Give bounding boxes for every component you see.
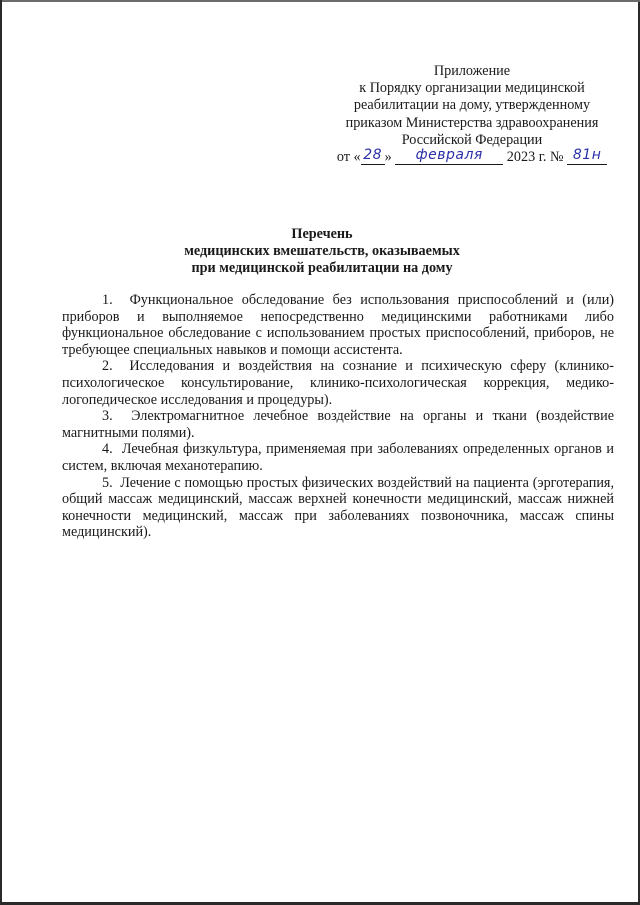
handwritten-month: февраля: [415, 147, 483, 164]
title-line-2: медицинских вмешательств, оказываемых: [184, 243, 460, 259]
document-title: [2, 226, 640, 277]
top-edge-line: [2, 0, 640, 2]
appendix-line: реабилитации на дому, утвержденному: [353, 97, 591, 114]
title-line-1: Перечень: [291, 226, 353, 242]
item-text: Функциональное обследование без использования приспособлений и (или) приборов и выполняемое непосредственно медицинскими работниками либо функциональное обследование с использованием простых приспособлений, приборов, не требующее специальных навыков и помощи ассистента.: [62, 292, 615, 358]
appendix-header: [322, 63, 622, 166]
item-text: Лечебная физкультура, применяемая при заболеваниях определенных органов и систем, включая механотерапию.: [62, 441, 615, 474]
handwritten-day: 28: [363, 147, 383, 164]
appendix-line: Приложение: [433, 63, 511, 79]
item-text: Исследования и воздействия на сознание и психическую сферу (клинико-психологическое консультирование, клинико-психологическая коррекция, медико-логопедическое исследования и процедуры).: [62, 358, 614, 408]
month-blank: [395, 149, 503, 165]
item-number: 1.: [102, 292, 113, 308]
day-blank: [361, 149, 385, 165]
item-number: 2.: [102, 358, 113, 375]
list-item: [62, 441, 614, 474]
item-number: 5.: [102, 474, 113, 491]
item-number: 3.: [102, 408, 113, 425]
interventions-list: [62, 292, 614, 541]
appendix-line: к Порядку организации медицинской: [359, 80, 585, 97]
item-number: 4.: [102, 441, 113, 458]
appendix-line: приказом Министерства здравоохранения: [345, 114, 599, 131]
year-text: 2023 г. №: [506, 149, 564, 166]
number-blank: [567, 149, 607, 165]
handwritten-order-number: 81н: [572, 147, 602, 164]
list-item: [62, 292, 614, 358]
order-date-line: [322, 149, 622, 166]
quote-close: »: [384, 149, 392, 166]
appendix-line: Российской Федерации: [401, 131, 543, 148]
list-item: [62, 475, 614, 541]
item-text: Лечение с помощью простых физических воздействий на пациента (эрготерапия, общий массаж медицинский, массаж верхней конечности медицинский, массаж нижней конечности медицинский, массаж при заболеваниях позвоночника, массаж спины медицинский).: [62, 474, 615, 541]
item-text: Электромагнитное лечебное воздействие на органы и ткани (воздействие магнитными полями).: [62, 408, 614, 441]
date-prefix: от «: [336, 149, 361, 166]
list-item: [62, 358, 614, 408]
title-line-3: при медицинской реабилитации на дому: [191, 260, 453, 276]
list-item: [62, 408, 614, 441]
